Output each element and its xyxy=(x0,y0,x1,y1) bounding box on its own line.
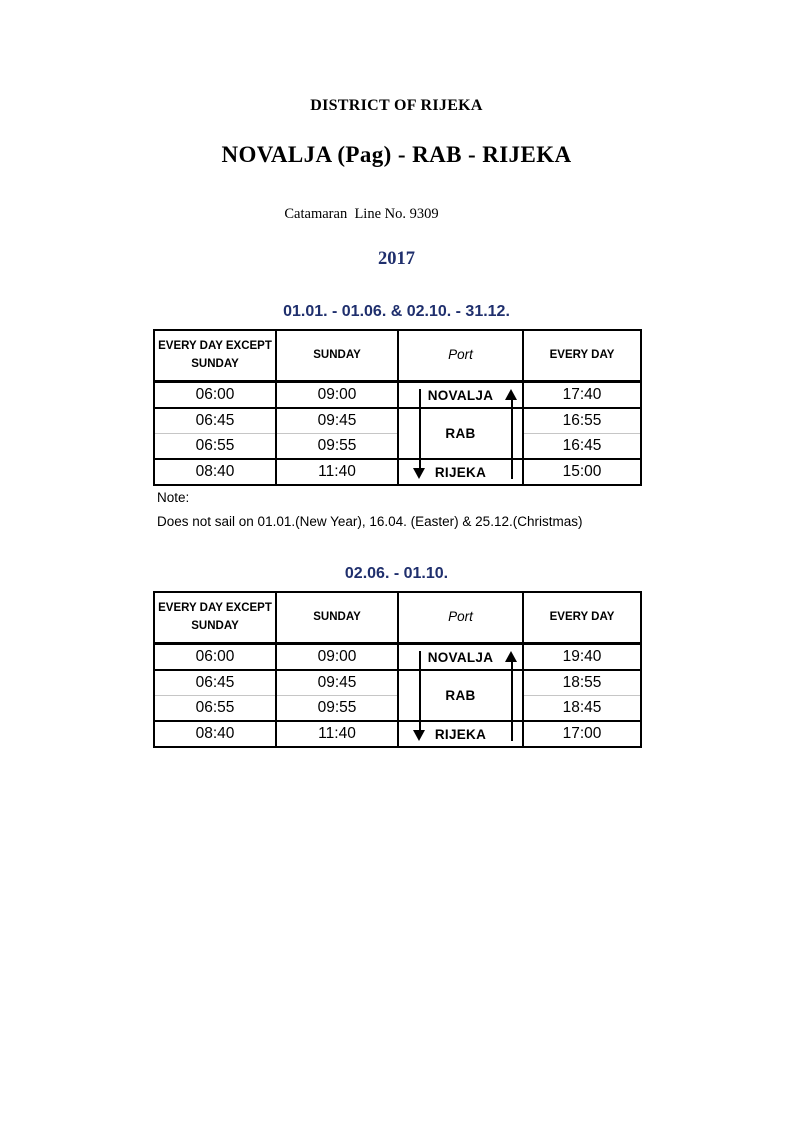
time-cell: 11:40 xyxy=(276,721,398,747)
arrow-shaft xyxy=(419,651,421,733)
time-cell: 06:00 xyxy=(154,644,276,671)
timetable-winter xyxy=(153,329,640,486)
port-cell-rijeka: RIJEKA xyxy=(398,721,523,747)
time-cell: 09:45 xyxy=(276,408,398,434)
note-block xyxy=(153,490,640,529)
table-row xyxy=(154,696,641,722)
time-cell: 17:00 xyxy=(523,721,641,747)
route-title: NOVALJA (Pag) - RAB - RIJEKA xyxy=(221,142,572,167)
time-cell: 08:40 xyxy=(154,459,276,485)
time-cell: 06:45 xyxy=(154,670,276,696)
col-header-sunday: SUNDAY xyxy=(276,330,398,382)
table-row xyxy=(154,408,641,434)
time-cell: 19:40 xyxy=(523,644,641,671)
time-cell: 09:55 xyxy=(276,696,398,722)
northbound-arrow-icon xyxy=(505,389,518,479)
table-row xyxy=(154,434,641,460)
note-text: Does not sail on 01.01.(New Year), 16.04. (Easter) & 25.12.(Christmas) xyxy=(157,514,583,529)
arrow-head-up xyxy=(505,651,517,662)
southbound-arrow-icon xyxy=(413,651,426,741)
arrow-shaft xyxy=(419,389,421,471)
arrow-shaft xyxy=(511,397,513,479)
time-cell: 06:55 xyxy=(154,434,276,460)
table-row xyxy=(154,670,641,696)
port-cell-rab: RAB xyxy=(398,408,523,459)
time-cell: 15:00 xyxy=(523,459,641,485)
port-cell-novalja: NOVALJA xyxy=(398,382,523,409)
table-row xyxy=(154,721,641,747)
port-cell-rijeka: RIJEKA xyxy=(398,459,523,485)
col-header-except-sunday: EVERY DAY EXCEPT SUNDAY xyxy=(154,592,276,644)
time-cell: 16:45 xyxy=(523,434,641,460)
line-subtitle: Catamaran Line No. 9309 xyxy=(284,206,439,222)
col-header-port: Port xyxy=(398,330,523,382)
southbound-arrow-icon xyxy=(413,389,426,479)
period-heading-summer: 02.06. - 01.10. xyxy=(344,565,449,582)
time-cell: 09:00 xyxy=(276,644,398,671)
arrow-head-down xyxy=(413,468,425,479)
time-cell: 18:55 xyxy=(523,670,641,696)
port-cell-novalja: NOVALJA xyxy=(398,644,523,671)
timetable-winter-table xyxy=(153,329,642,486)
timetable-summer xyxy=(153,591,640,748)
table-row xyxy=(154,644,641,671)
time-cell: 06:00 xyxy=(154,382,276,409)
col-header-except-sunday: EVERY DAY EXCEPT SUNDAY xyxy=(154,330,276,382)
arrow-shaft xyxy=(511,659,513,741)
col-header-every-day: EVERY DAY xyxy=(523,592,641,644)
arrow-head-down xyxy=(413,730,425,741)
period-heading-winter: 01.01. - 01.06. & 02.10. - 31.12. xyxy=(283,303,510,320)
col-header-port: Port xyxy=(398,592,523,644)
time-cell: 09:45 xyxy=(276,670,398,696)
table-row xyxy=(154,459,641,485)
time-cell: 18:45 xyxy=(523,696,641,722)
time-cell: 09:55 xyxy=(276,434,398,460)
col-header-sunday: SUNDAY xyxy=(276,592,398,644)
time-cell: 08:40 xyxy=(154,721,276,747)
time-cell: 09:00 xyxy=(276,382,398,409)
time-cell: 17:40 xyxy=(523,382,641,409)
arrow-head-up xyxy=(505,389,517,400)
timetable-summer-table xyxy=(153,591,642,748)
col-header-every-day: EVERY DAY xyxy=(523,330,641,382)
time-cell: 06:55 xyxy=(154,696,276,722)
year-heading: 2017 xyxy=(378,249,415,269)
table-header-row xyxy=(154,330,641,382)
table-header-row xyxy=(154,592,641,644)
note-label: Note: xyxy=(157,490,190,505)
district-title: DISTRICT OF RIJEKA xyxy=(310,97,483,114)
time-cell: 16:55 xyxy=(523,408,641,434)
time-cell: 06:45 xyxy=(154,408,276,434)
port-cell-rab: RAB xyxy=(398,670,523,721)
table-row xyxy=(154,382,641,409)
northbound-arrow-icon xyxy=(505,651,518,741)
time-cell: 11:40 xyxy=(276,459,398,485)
